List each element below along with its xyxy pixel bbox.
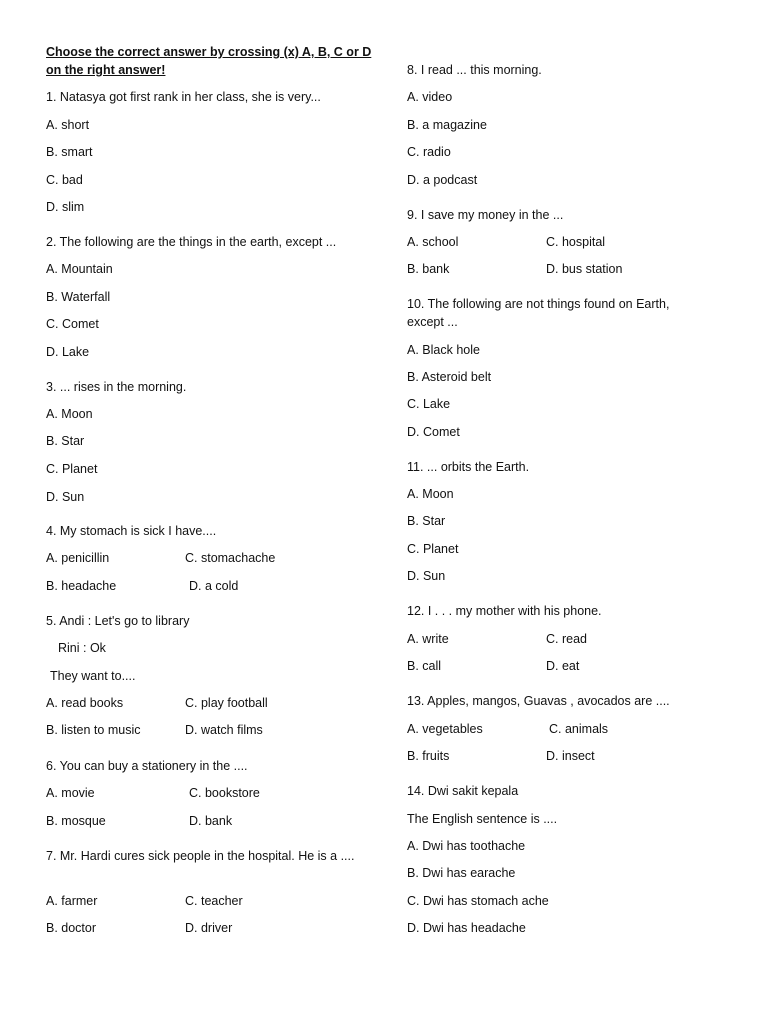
question-3-option-b: B. Star [46, 434, 85, 448]
question-14-option-b: B. Dwi has earache [407, 866, 516, 880]
question-9-option-b: B. bank [407, 262, 450, 276]
question-13-option-d: D. insect [546, 749, 595, 763]
question-4-option-c: C. stomachache [185, 551, 276, 565]
question-3-option-c: C. Planet [46, 462, 98, 476]
question-1-option-a: A. short [46, 118, 90, 132]
question-7-text: 7. Mr. Hardi cures sick people in the hospital. He is a .... [46, 849, 355, 863]
question-9-option-c: C. hospital [546, 235, 606, 249]
question-12-option-a: A. write [407, 632, 449, 646]
question-3-option-a: A. Moon [46, 407, 93, 421]
question-1-option-c: C. bad [46, 173, 83, 187]
question-6-option-d: D. bank [189, 814, 233, 828]
question-5-line-2: Rini : Ok [58, 641, 106, 655]
question-2-option-c: C. Comet [46, 317, 99, 331]
question-7-option-b: B. doctor [46, 921, 97, 935]
question-1-option-b: B. smart [46, 145, 93, 159]
question-14-text: 14. Dwi sakit kepala [407, 784, 519, 798]
question-12-text: 12. I . . . my mother with his phone. [407, 604, 602, 618]
question-8-option-b: B. a magazine [407, 118, 487, 132]
question-4-option-a: A. penicillin [46, 551, 110, 565]
question-14-option-d: D. Dwi has headache [407, 921, 526, 935]
question-5-option-b: B. listen to music [46, 723, 141, 737]
question-6-option-b: B. mosque [46, 814, 106, 828]
question-8-option-a: A. video [407, 90, 453, 104]
question-9-option-a: A. school [407, 235, 459, 249]
question-8-option-c: C. radio [407, 145, 451, 159]
question-4-text: 4. My stomach is sick I have.... [46, 524, 217, 538]
question-11-option-c: C. Planet [407, 542, 459, 556]
question-4-option-b: B. headache [46, 579, 117, 593]
question-2-option-a: A. Mountain [46, 262, 113, 276]
question-5-option-a: A. read books [46, 696, 124, 710]
question-1-option-d: D. slim [46, 200, 85, 214]
question-2-option-d: D. Lake [46, 345, 90, 359]
question-8-option-d: D. a podcast [407, 173, 478, 187]
question-10-text: 10. The following are not things found on Earth, except ... [407, 297, 670, 329]
question-2-option-b: B. Waterfall [46, 290, 111, 304]
question-13-option-b: B. fruits [407, 749, 450, 763]
question-8-text: 8. I read ... this morning. [407, 63, 542, 77]
question-14-option-c: C. Dwi has stomach ache [407, 894, 549, 908]
question-13-option-c: C. animals [549, 722, 609, 736]
question-10-option-a: A. Black hole [407, 343, 480, 357]
question-11-option-b: B. Star [407, 514, 446, 528]
question-3-text: 3. ... rises in the morning. [46, 380, 187, 394]
question-6-option-a: A. movie [46, 786, 95, 800]
question-5-option-c: C. play football [185, 696, 268, 710]
instructions-heading: Choose the correct answer by crossing (x) A, B, C or D on the right answer! [46, 45, 372, 77]
question-10-option-c: C. Lake [407, 397, 451, 411]
question-12-option-d: D. eat [546, 659, 580, 673]
question-6-text: 6. You can buy a stationery in the .... [46, 759, 248, 773]
question-14-option-a: A. Dwi has toothache [407, 839, 526, 853]
question-12-option-b: B. call [407, 659, 442, 673]
question-5-line-3: They want to.... [50, 669, 136, 683]
question-5-text: 5. Andi : Let's go to library [46, 614, 190, 628]
question-12-option-c: C. read [546, 632, 587, 646]
question-9-text: 9. I save my money in the ... [407, 208, 564, 222]
question-7-option-c: C. teacher [185, 894, 243, 908]
question-14-line-2: The English sentence is .... [407, 812, 558, 826]
question-10-option-d: D. Comet [407, 425, 460, 439]
question-4-option-d: D. a cold [189, 579, 239, 593]
question-9-option-d: D. bus station [546, 262, 623, 276]
question-7-option-a: A. farmer [46, 894, 98, 908]
question-5-option-d: D. watch films [185, 723, 263, 737]
question-11-option-a: A. Moon [407, 487, 454, 501]
question-13-text: 13. Apples, mangos, Guavas , avocados are .... [407, 694, 670, 708]
question-11-option-d: D. Sun [407, 569, 446, 583]
question-3-option-d: D. Sun [46, 490, 85, 504]
question-11-text: 11. ... orbits the Earth. [407, 460, 530, 474]
question-2-text: 2. The following are the things in the earth, except ... [46, 235, 337, 249]
question-10-option-b: B. Asteroid belt [407, 370, 492, 384]
question-7-option-d: D. driver [185, 921, 233, 935]
question-1-text: 1. Natasya got first rank in her class, she is very... [46, 90, 321, 104]
question-13-option-a: A. vegetables [407, 722, 483, 736]
question-6-option-c: C. bookstore [189, 786, 260, 800]
